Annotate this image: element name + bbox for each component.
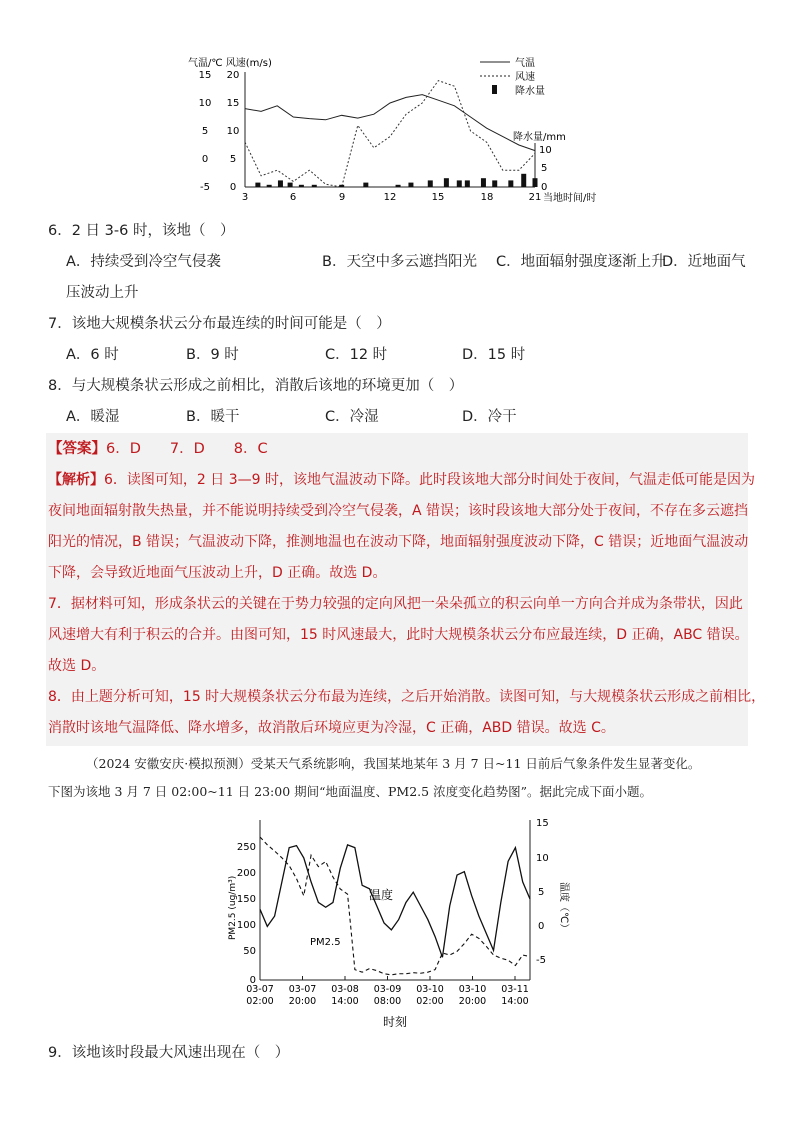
x-tick: 3 — [241, 192, 249, 203]
pm25-line — [260, 837, 530, 975]
analysis-line: 7．据材料可知，形成条状云的关键在于势力较强的定向风把一朵朵孤立的积云向单一方向合并成为条带状，因此 — [48, 596, 743, 612]
temperature-line — [260, 845, 530, 957]
x-tick-time: 20:00 — [288, 996, 317, 1007]
q8-option-b[interactable]: B．暖干 — [186, 409, 240, 425]
question-8: 8．与大规模条状云形成之前相比，消散后该地的环境更加（ ） — [48, 378, 464, 394]
rain-bar — [492, 180, 497, 187]
wind-ticks — [227, 70, 240, 193]
temp-tick: 5 — [201, 126, 209, 137]
answer-line — [48, 439, 268, 459]
rain-bar — [396, 185, 401, 187]
analysis-line: 故选 D。 — [48, 658, 106, 674]
rain-bar — [457, 180, 462, 187]
left-tick: 100 — [236, 920, 256, 931]
weather-chart — [185, 50, 615, 210]
x-tick: 21 — [528, 192, 542, 203]
analysis-line: 8．由上题分析可知，15 时大规模条状云分布最为连续，之后开始消散。读图可知，与大规模条状云形成之前相比， — [48, 689, 766, 705]
temp-line — [245, 95, 535, 151]
answer-tag: 【答案】 — [48, 441, 106, 457]
intro-line-2: 下图为该地 3 月 7 日 02:00~11 日 23:00 期间“地面温度、PM2.5 浓度变化趋势图”。据此完成下面小题。 — [48, 784, 652, 799]
x-tick-date: 03-10 — [416, 984, 444, 995]
q6-option-a[interactable]: A．持续受到冷空气侵袭 — [66, 254, 221, 270]
right-tick: 15 — [536, 818, 549, 829]
question-9: 9．该地该时段最大风速出现在（ ） — [48, 1045, 290, 1061]
analysis-line — [48, 470, 755, 490]
temp-tick: 0 — [201, 154, 209, 165]
left-tick: 50 — [243, 946, 256, 957]
x-tick-time: 14:00 — [331, 996, 359, 1007]
x-ticks — [246, 976, 529, 1007]
rain-bar — [428, 180, 433, 187]
temp-series-label: 温度 — [369, 888, 394, 902]
pm-series-label: PM2.5 — [310, 937, 341, 948]
left-tick: 150 — [236, 894, 256, 905]
rain-bar — [408, 183, 413, 187]
legend-rain-box — [492, 85, 497, 94]
wind-line — [245, 81, 535, 187]
q8-option-d[interactable]: D．冷干 — [462, 409, 517, 425]
chart1-xlabel: 当地时间/时 — [543, 193, 597, 204]
x-tick-time: 14:00 — [501, 996, 529, 1007]
temp-ticks — [199, 70, 212, 193]
rain-tick: 0 — [541, 182, 548, 193]
x-ticks — [242, 192, 542, 203]
right-tick: -5 — [536, 955, 546, 966]
rain-bar — [521, 174, 526, 187]
rain-bar — [363, 183, 368, 187]
wind-tick: 20 — [226, 70, 240, 81]
q7-option-b[interactable]: B．9 时 — [186, 347, 239, 363]
temp-tick: 15 — [198, 70, 212, 81]
q6-option-d[interactable]: D．近地面气 — [662, 254, 746, 270]
q8-option-c[interactable]: C．冷湿 — [325, 409, 379, 425]
q7-option-d[interactable]: D．15 时 — [462, 347, 526, 363]
rain-bar — [312, 185, 317, 187]
analysis-line: 消散时该地气温降低、降水增多，故消散后环境应更为冷湿，C 正确，ABD 错误。故选 C。 — [48, 720, 615, 736]
q7-option-a[interactable]: A．6 时 — [66, 347, 119, 363]
rain-bar — [481, 178, 486, 187]
x-tick-date: 03-09 — [373, 984, 402, 995]
rain-tick: 5 — [541, 163, 548, 174]
rain-axis-label: 降水量/mm — [513, 132, 566, 143]
left-tick: 200 — [236, 868, 256, 879]
analysis-text: 6．读图可知，2 日 3—9 时，该地气温波动下降。此时段该地大部分时间处于夜间，气温走低可能是因为 — [104, 472, 755, 488]
wind-tick: 5 — [229, 154, 237, 165]
x-tick: 18 — [480, 192, 494, 203]
left-tick: 0 — [249, 975, 256, 986]
left-axis-label: PM2.5 (ug/m³) — [228, 875, 238, 940]
x-tick-time: 20:00 — [458, 996, 487, 1007]
rain-bar — [339, 185, 344, 187]
chart1-ylabel: 气温/℃ 风速(m/s) — [188, 58, 272, 69]
x-tick-date: 03-10 — [458, 984, 487, 995]
x-tick-time: 02:00 — [416, 996, 444, 1007]
right-axis-label: 温度（℃） — [558, 882, 569, 934]
intro-line-1: （2024 安徽安庆·模拟预测）受某天气系统影响，我国某地某年 3 月 7 日~11 日前后气象条件发生显著变化。 — [86, 756, 701, 771]
rain-bar — [278, 180, 283, 187]
x-tick-time: 08:00 — [373, 996, 402, 1007]
question-7: 7．该地大规模条状云分布最连续的时间可能是（ ） — [48, 316, 391, 332]
left-ticks — [237, 842, 256, 986]
analysis-line: 风速增大有利于积云的合并。由图可知，15 时风速最大，此时大规模条状云分布应最连续，D 正确，ABC 错误。 — [48, 627, 749, 643]
answer-text: 6．D 7．D 8．C — [106, 441, 268, 457]
rain-bar — [299, 185, 304, 187]
right-tick: 5 — [538, 887, 545, 898]
temp-tick: -5 — [200, 182, 210, 193]
question-6: 6．2 日 3-6 时，该地（ ） — [48, 223, 235, 239]
rain-bar — [465, 180, 470, 187]
rain-bar — [255, 183, 260, 187]
x-tick-time: 02:00 — [246, 996, 274, 1007]
analysis-line: 阳光的情况，B 错误；气温波动下降，推测地温也在波动下降，地面辐射强度波动下降，C 错误；近地面气温波动 — [48, 534, 749, 550]
legend-rain: 降水量 — [515, 86, 545, 97]
rain-bar — [267, 185, 272, 187]
q6-option-b[interactable]: B．天空中多云遮挡阳光 — [322, 254, 477, 270]
chart2-xlabel: 时刻 — [382, 1015, 408, 1029]
q7-option-c[interactable]: C．12 时 — [325, 347, 388, 363]
x-tick: 9 — [338, 192, 346, 203]
rain-bar — [444, 178, 449, 187]
temp-tick: 10 — [198, 98, 212, 109]
rain-bar — [288, 183, 293, 187]
rain-ticks — [539, 145, 552, 193]
pm25-temperature-chart — [225, 812, 570, 1034]
left-tick: 250 — [236, 842, 256, 853]
analysis-line: 夜间地面辐射散失热量，并不能说明持续受到冷空气侵袭，A 错误；该时段该地大部分处于夜间，不存在多云遮挡 — [48, 503, 749, 519]
right-tick: 10 — [536, 853, 549, 864]
x-tick: 12 — [383, 192, 397, 203]
right-tick: 0 — [538, 921, 545, 932]
analysis-tag: 【解析】 — [48, 472, 104, 488]
chart2-series — [260, 837, 530, 975]
x-tick-date: 03-11 — [501, 984, 529, 995]
rain-bar — [533, 178, 538, 187]
legend-wind: 风速 — [515, 72, 535, 83]
x-tick-date: 03-08 — [331, 984, 359, 995]
q8-option-a[interactable]: A．暖湿 — [66, 409, 120, 425]
x-tick: 15 — [431, 192, 445, 203]
wind-tick: 0 — [229, 182, 237, 193]
legend-temp: 气温 — [515, 58, 535, 69]
chart1-legend — [480, 57, 545, 97]
rain-bar — [508, 180, 513, 187]
wind-tick: 15 — [226, 98, 240, 109]
chart1-series — [245, 81, 538, 187]
q6-option-c[interactable]: C．地面辐射强度逐渐上升 — [496, 254, 666, 270]
x-tick: 6 — [289, 192, 297, 203]
rain-tick: 10 — [539, 145, 552, 156]
wind-tick: 10 — [226, 126, 240, 137]
analysis-line: 下降，会导致近地面气压波动上升，D 正确。故选 D。 — [48, 565, 387, 581]
right-ticks — [536, 818, 549, 966]
x-tick-date: 03-07 — [288, 984, 317, 995]
q6-option-d-cont: 压波动上升 — [66, 285, 139, 301]
x-tick-date: 03-07 — [246, 984, 274, 995]
